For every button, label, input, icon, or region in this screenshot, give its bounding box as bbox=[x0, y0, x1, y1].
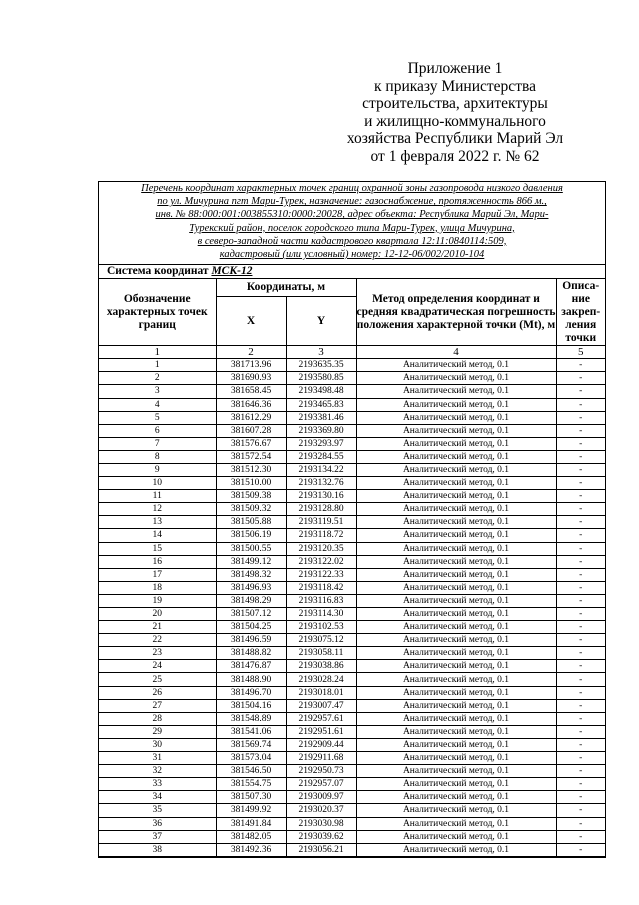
table-row bbox=[99, 372, 605, 385]
table-row bbox=[99, 411, 605, 424]
x-coordinate-cell: 381499.92 bbox=[216, 804, 286, 817]
x-coordinate-cell: 381496.70 bbox=[216, 686, 286, 699]
x-coordinate-cell: 381488.90 bbox=[216, 673, 286, 686]
description-cell: - bbox=[556, 765, 605, 778]
method-cell: Аналитический метод, 0.1 bbox=[356, 738, 556, 751]
x-coordinate-cell: 381546.50 bbox=[216, 765, 286, 778]
description-cell: - bbox=[556, 594, 605, 607]
x-coordinate-cell: 381504.25 bbox=[216, 621, 286, 634]
point-number-cell: 30 bbox=[99, 738, 216, 751]
method-cell: Аналитический метод, 0.1 bbox=[356, 542, 556, 555]
point-number-cell: 35 bbox=[99, 804, 216, 817]
method-cell: Аналитический метод, 0.1 bbox=[356, 791, 556, 804]
x-coordinate-cell: 381504.16 bbox=[216, 699, 286, 712]
y-coordinate-cell: 2193132.76 bbox=[286, 477, 356, 490]
description-cell: - bbox=[556, 581, 605, 594]
table-row bbox=[99, 477, 605, 490]
y-coordinate-cell: 2192909.44 bbox=[286, 738, 356, 751]
description-cell: - bbox=[556, 804, 605, 817]
coordinates-document bbox=[98, 181, 606, 858]
method-cell: Аналитический метод, 0.1 bbox=[356, 581, 556, 594]
point-number-cell: 37 bbox=[99, 830, 216, 843]
description-cell: - bbox=[556, 738, 605, 751]
appendix-line: к приказу Министерства bbox=[374, 77, 536, 95]
point-number-cell: 5 bbox=[99, 411, 216, 424]
method-cell: Аналитический метод, 0.1 bbox=[356, 817, 556, 830]
point-number-cell: 15 bbox=[99, 542, 216, 555]
heading-line: по ул. Мичурина пгт Мари-Турек, назначение: газоснабжение, протяженность 866 м., bbox=[157, 196, 547, 208]
point-number-cell: 32 bbox=[99, 765, 216, 778]
point-number-cell: 10 bbox=[99, 477, 216, 490]
description-cell: - bbox=[556, 673, 605, 686]
method-cell: Аналитический метод, 0.1 bbox=[356, 843, 556, 856]
x-coordinate-cell: 381658.45 bbox=[216, 385, 286, 398]
point-number-cell: 14 bbox=[99, 529, 216, 542]
y-coordinate-cell: 2193293.97 bbox=[286, 437, 356, 450]
description-cell: - bbox=[556, 725, 605, 738]
appendix-line: хозяйства Республики Марий Эл bbox=[346, 130, 564, 148]
header-method: Метод определения координат и средняя квадратическая погрешность положения характерной точки (Mt), м bbox=[356, 279, 556, 346]
table-row bbox=[99, 725, 605, 738]
description-cell: - bbox=[556, 463, 605, 476]
y-coordinate-cell: 2193028.24 bbox=[286, 673, 356, 686]
method-cell: Аналитический метод, 0.1 bbox=[356, 778, 556, 791]
x-coordinate-cell: 381690.93 bbox=[216, 372, 286, 385]
method-cell: Аналитический метод, 0.1 bbox=[356, 725, 556, 738]
point-number-cell: 26 bbox=[99, 686, 216, 699]
x-coordinate-cell: 381646.36 bbox=[216, 398, 286, 411]
y-coordinate-cell: 2193381.46 bbox=[286, 411, 356, 424]
method-cell: Аналитический метод, 0.1 bbox=[356, 647, 556, 660]
description-cell: - bbox=[556, 385, 605, 398]
y-coordinate-cell: 2193075.12 bbox=[286, 634, 356, 647]
column-number: 2 bbox=[216, 346, 286, 359]
method-cell: Аналитический метод, 0.1 bbox=[356, 424, 556, 437]
point-number-cell: 1 bbox=[99, 359, 216, 372]
table-row bbox=[99, 385, 605, 398]
heading-line: в северо-западной части кадастрового квартала 12:11:0840114:509, bbox=[197, 235, 507, 247]
description-cell: - bbox=[556, 699, 605, 712]
table-row bbox=[99, 424, 605, 437]
y-coordinate-cell: 2193058.11 bbox=[286, 647, 356, 660]
point-number-cell: 13 bbox=[99, 516, 216, 529]
point-number-cell: 3 bbox=[99, 385, 216, 398]
y-coordinate-cell: 2193465.83 bbox=[286, 398, 356, 411]
table-row bbox=[99, 752, 605, 765]
method-cell: Аналитический метод, 0.1 bbox=[356, 529, 556, 542]
method-cell: Аналитический метод, 0.1 bbox=[356, 359, 556, 372]
method-cell: Аналитический метод, 0.1 bbox=[356, 660, 556, 673]
x-coordinate-cell: 381509.38 bbox=[216, 490, 286, 503]
coordinate-system-label: Система координат bbox=[107, 265, 212, 278]
method-cell: Аналитический метод, 0.1 bbox=[356, 765, 556, 778]
x-coordinate-cell: 381498.29 bbox=[216, 594, 286, 607]
point-number-cell: 17 bbox=[99, 568, 216, 581]
appendix-line: Приложение 1 bbox=[407, 60, 503, 77]
y-coordinate-cell: 2193122.33 bbox=[286, 568, 356, 581]
description-cell: - bbox=[556, 516, 605, 529]
table-row bbox=[99, 634, 605, 647]
table-row bbox=[99, 490, 605, 503]
table-row bbox=[99, 830, 605, 843]
y-coordinate-cell: 2193056.21 bbox=[286, 843, 356, 856]
description-cell: - bbox=[556, 647, 605, 660]
coordinate-system-value: МСК-12 bbox=[211, 265, 253, 278]
x-coordinate-cell: 381507.12 bbox=[216, 608, 286, 621]
appendix-block bbox=[330, 60, 580, 166]
point-number-cell: 18 bbox=[99, 581, 216, 594]
y-coordinate-cell: 2193635.35 bbox=[286, 359, 356, 372]
y-coordinate-cell: 2193116.83 bbox=[286, 594, 356, 607]
y-coordinate-cell: 2193038.86 bbox=[286, 660, 356, 673]
table-row bbox=[99, 594, 605, 607]
y-coordinate-cell: 2192957.61 bbox=[286, 712, 356, 725]
method-cell: Аналитический метод, 0.1 bbox=[356, 450, 556, 463]
heading-line: кадастровый (или условный) номер: 12-12-06/002/2010-104 bbox=[219, 249, 485, 261]
point-number-cell: 29 bbox=[99, 725, 216, 738]
y-coordinate-cell: 2193020.37 bbox=[286, 804, 356, 817]
y-coordinate-cell: 2193118.42 bbox=[286, 581, 356, 594]
y-coordinate-cell: 2193030.98 bbox=[286, 817, 356, 830]
point-number-cell: 28 bbox=[99, 712, 216, 725]
table-row bbox=[99, 817, 605, 830]
description-cell: - bbox=[556, 634, 605, 647]
table-row bbox=[99, 660, 605, 673]
y-coordinate-cell: 2193369.80 bbox=[286, 424, 356, 437]
description-cell: - bbox=[556, 660, 605, 673]
y-coordinate-cell: 2193118.72 bbox=[286, 529, 356, 542]
point-number-cell: 23 bbox=[99, 647, 216, 660]
table-row bbox=[99, 791, 605, 804]
x-coordinate-cell: 381548.89 bbox=[216, 712, 286, 725]
table-row bbox=[99, 647, 605, 660]
x-coordinate-cell: 381496.59 bbox=[216, 634, 286, 647]
x-coordinate-cell: 381492.36 bbox=[216, 843, 286, 856]
y-coordinate-cell: 2193284.55 bbox=[286, 450, 356, 463]
document-heading bbox=[99, 182, 605, 265]
method-cell: Аналитический метод, 0.1 bbox=[356, 594, 556, 607]
point-number-cell: 8 bbox=[99, 450, 216, 463]
header-y: Y bbox=[286, 297, 356, 346]
heading-line: инв. № 88:000:001:003855310:0000:20028, адрес объекта: Республика Марий Эл, Мари- bbox=[155, 209, 549, 221]
x-coordinate-cell: 381612.29 bbox=[216, 411, 286, 424]
description-cell: - bbox=[556, 398, 605, 411]
x-coordinate-cell: 381576.67 bbox=[216, 437, 286, 450]
method-cell: Аналитический метод, 0.1 bbox=[356, 463, 556, 476]
description-cell: - bbox=[556, 529, 605, 542]
heading-line: Турекский район, поселок городского типа Мари-Турек, улица Мичурина, bbox=[189, 222, 515, 234]
x-coordinate-cell: 381512.30 bbox=[216, 463, 286, 476]
table-row bbox=[99, 450, 605, 463]
y-coordinate-cell: 2193128.80 bbox=[286, 503, 356, 516]
coordinates-table bbox=[99, 279, 605, 857]
table-row bbox=[99, 437, 605, 450]
point-number-cell: 4 bbox=[99, 398, 216, 411]
table-row bbox=[99, 568, 605, 581]
point-number-cell: 25 bbox=[99, 673, 216, 686]
description-cell: - bbox=[556, 542, 605, 555]
column-number: 5 bbox=[556, 346, 605, 359]
y-coordinate-cell: 2193580.85 bbox=[286, 372, 356, 385]
table-row bbox=[99, 621, 605, 634]
coordinate-system-row bbox=[99, 265, 605, 279]
description-cell: - bbox=[556, 411, 605, 424]
table-row bbox=[99, 778, 605, 791]
x-coordinate-cell: 381488.82 bbox=[216, 647, 286, 660]
y-coordinate-cell: 2193007.47 bbox=[286, 699, 356, 712]
y-coordinate-cell: 2192911.68 bbox=[286, 752, 356, 765]
table-row bbox=[99, 516, 605, 529]
description-cell: - bbox=[556, 791, 605, 804]
description-cell: - bbox=[556, 450, 605, 463]
description-cell: - bbox=[556, 424, 605, 437]
x-coordinate-cell: 381607.28 bbox=[216, 424, 286, 437]
method-cell: Аналитический метод, 0.1 bbox=[356, 686, 556, 699]
description-cell: - bbox=[556, 830, 605, 843]
table-row bbox=[99, 359, 605, 372]
description-cell: - bbox=[556, 843, 605, 856]
x-coordinate-cell: 381498.32 bbox=[216, 568, 286, 581]
point-number-cell: 33 bbox=[99, 778, 216, 791]
y-coordinate-cell: 2193039.62 bbox=[286, 830, 356, 843]
table-row bbox=[99, 608, 605, 621]
heading-line: Перечень координат характерных точек границ охранной зоны газопровода низкого давления bbox=[141, 183, 563, 194]
table-row bbox=[99, 804, 605, 817]
table-row bbox=[99, 463, 605, 476]
table-row bbox=[99, 555, 605, 568]
y-coordinate-cell: 2193120.35 bbox=[286, 542, 356, 555]
y-coordinate-cell: 2193130.16 bbox=[286, 490, 356, 503]
x-coordinate-cell: 381569.74 bbox=[216, 738, 286, 751]
x-coordinate-cell: 381491.84 bbox=[216, 817, 286, 830]
appendix-line: строительства, архитектуры bbox=[362, 95, 548, 113]
point-number-cell: 7 bbox=[99, 437, 216, 450]
point-number-cell: 21 bbox=[99, 621, 216, 634]
point-number-cell: 36 bbox=[99, 817, 216, 830]
description-cell: - bbox=[556, 817, 605, 830]
x-coordinate-cell: 381572.54 bbox=[216, 450, 286, 463]
method-cell: Аналитический метод, 0.1 bbox=[356, 830, 556, 843]
y-coordinate-cell: 2193009.97 bbox=[286, 791, 356, 804]
point-number-cell: 31 bbox=[99, 752, 216, 765]
x-coordinate-cell: 381496.93 bbox=[216, 581, 286, 594]
point-number-cell: 38 bbox=[99, 843, 216, 856]
method-cell: Аналитический метод, 0.1 bbox=[356, 608, 556, 621]
x-coordinate-cell: 381505.88 bbox=[216, 516, 286, 529]
description-cell: - bbox=[556, 372, 605, 385]
column-number: 4 bbox=[356, 346, 556, 359]
table-row bbox=[99, 673, 605, 686]
description-cell: - bbox=[556, 712, 605, 725]
x-coordinate-cell: 381554.75 bbox=[216, 778, 286, 791]
method-cell: Аналитический метод, 0.1 bbox=[356, 437, 556, 450]
method-cell: Аналитический метод, 0.1 bbox=[356, 555, 556, 568]
point-number-cell: 19 bbox=[99, 594, 216, 607]
y-coordinate-cell: 2192957.07 bbox=[286, 778, 356, 791]
point-number-cell: 2 bbox=[99, 372, 216, 385]
header-coordinates: Координаты, м bbox=[216, 279, 356, 297]
header-description: Описа- ние закреп- ления точки bbox=[556, 279, 605, 346]
method-cell: Аналитический метод, 0.1 bbox=[356, 621, 556, 634]
description-cell: - bbox=[556, 359, 605, 372]
y-coordinate-cell: 2193134.22 bbox=[286, 463, 356, 476]
table-row bbox=[99, 529, 605, 542]
description-cell: - bbox=[556, 477, 605, 490]
y-coordinate-cell: 2193018.01 bbox=[286, 686, 356, 699]
method-cell: Аналитический метод, 0.1 bbox=[356, 398, 556, 411]
x-coordinate-cell: 381541.06 bbox=[216, 725, 286, 738]
description-cell: - bbox=[556, 686, 605, 699]
method-cell: Аналитический метод, 0.1 bbox=[356, 634, 556, 647]
table-row bbox=[99, 398, 605, 411]
table-row bbox=[99, 738, 605, 751]
x-coordinate-cell: 381482.05 bbox=[216, 830, 286, 843]
table-row bbox=[99, 712, 605, 725]
method-cell: Аналитический метод, 0.1 bbox=[356, 516, 556, 529]
y-coordinate-cell: 2192950.73 bbox=[286, 765, 356, 778]
point-number-cell: 12 bbox=[99, 503, 216, 516]
table-row bbox=[99, 686, 605, 699]
x-coordinate-cell: 381509.32 bbox=[216, 503, 286, 516]
x-coordinate-cell: 381713.96 bbox=[216, 359, 286, 372]
method-cell: Аналитический метод, 0.1 bbox=[356, 372, 556, 385]
method-cell: Аналитический метод, 0.1 bbox=[356, 568, 556, 581]
table-body bbox=[99, 359, 605, 857]
method-cell: Аналитический метод, 0.1 bbox=[356, 712, 556, 725]
table-row bbox=[99, 699, 605, 712]
x-coordinate-cell: 381510.00 bbox=[216, 477, 286, 490]
point-number-cell: 6 bbox=[99, 424, 216, 437]
method-cell: Аналитический метод, 0.1 bbox=[356, 477, 556, 490]
point-number-cell: 27 bbox=[99, 699, 216, 712]
table-row bbox=[99, 542, 605, 555]
x-coordinate-cell: 381573.04 bbox=[216, 752, 286, 765]
point-number-cell: 16 bbox=[99, 555, 216, 568]
header-x: X bbox=[216, 297, 286, 346]
description-cell: - bbox=[556, 555, 605, 568]
y-coordinate-cell: 2193114.30 bbox=[286, 608, 356, 621]
table-row bbox=[99, 581, 605, 594]
method-cell: Аналитический метод, 0.1 bbox=[356, 385, 556, 398]
y-coordinate-cell: 2193119.51 bbox=[286, 516, 356, 529]
y-coordinate-cell: 2193102.53 bbox=[286, 621, 356, 634]
method-cell: Аналитический метод, 0.1 bbox=[356, 503, 556, 516]
header-point: Обозначение характерных точек границ bbox=[99, 279, 216, 346]
description-cell: - bbox=[556, 490, 605, 503]
point-number-cell: 11 bbox=[99, 490, 216, 503]
method-cell: Аналитический метод, 0.1 bbox=[356, 804, 556, 817]
table-row bbox=[99, 843, 605, 856]
x-coordinate-cell: 381507.30 bbox=[216, 791, 286, 804]
method-cell: Аналитический метод, 0.1 bbox=[356, 411, 556, 424]
point-number-cell: 24 bbox=[99, 660, 216, 673]
description-cell: - bbox=[556, 621, 605, 634]
y-coordinate-cell: 2192951.61 bbox=[286, 725, 356, 738]
method-cell: Аналитический метод, 0.1 bbox=[356, 490, 556, 503]
table-row bbox=[99, 503, 605, 516]
description-cell: - bbox=[556, 503, 605, 516]
description-cell: - bbox=[556, 608, 605, 621]
table-row bbox=[99, 765, 605, 778]
x-coordinate-cell: 381499.12 bbox=[216, 555, 286, 568]
description-cell: - bbox=[556, 437, 605, 450]
x-coordinate-cell: 381500.55 bbox=[216, 542, 286, 555]
point-number-cell: 22 bbox=[99, 634, 216, 647]
description-cell: - bbox=[556, 752, 605, 765]
description-cell: - bbox=[556, 778, 605, 791]
point-number-cell: 9 bbox=[99, 463, 216, 476]
y-coordinate-cell: 2193498.48 bbox=[286, 385, 356, 398]
x-coordinate-cell: 381476.87 bbox=[216, 660, 286, 673]
x-coordinate-cell: 381506.19 bbox=[216, 529, 286, 542]
appendix-line: от 1 февраля 2022 г. № 62 bbox=[370, 147, 540, 165]
point-number-cell: 34 bbox=[99, 791, 216, 804]
appendix-line: и жилищно-коммунального bbox=[364, 112, 546, 130]
method-cell: Аналитический метод, 0.1 bbox=[356, 752, 556, 765]
method-cell: Аналитический метод, 0.1 bbox=[356, 699, 556, 712]
point-number-cell: 20 bbox=[99, 608, 216, 621]
y-coordinate-cell: 2193122.02 bbox=[286, 555, 356, 568]
column-number: 3 bbox=[286, 346, 356, 359]
method-cell: Аналитический метод, 0.1 bbox=[356, 673, 556, 686]
column-number: 1 bbox=[99, 346, 216, 359]
description-cell: - bbox=[556, 568, 605, 581]
